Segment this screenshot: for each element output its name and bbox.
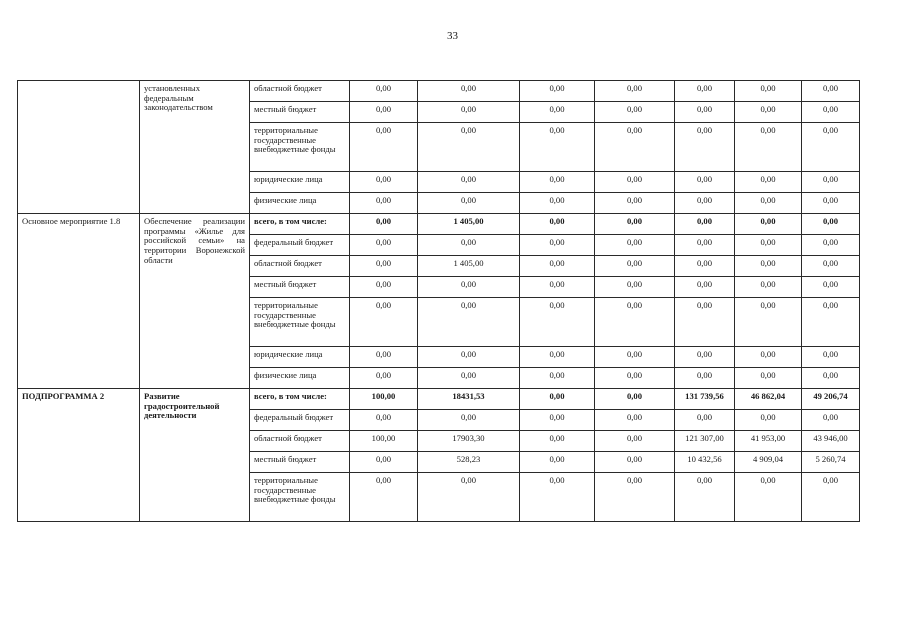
value-cell: 0,00 (802, 81, 860, 102)
funding-source-cell: всего, в том числе: (250, 214, 350, 235)
funding-source-cell: областной бюджет (250, 81, 350, 102)
value-cell: 0,00 (802, 235, 860, 256)
table-row (18, 81, 860, 102)
value-cell: 0,00 (520, 368, 595, 389)
value-cell: 0,00 (675, 256, 735, 277)
funding-source-cell: местный бюджет (250, 277, 350, 298)
value-cell: 0,00 (802, 193, 860, 214)
program-cell: ПОДПРОГРАММА 2 (18, 389, 140, 522)
value-cell: 5 260,74 (802, 452, 860, 473)
value-cell: 10 432,56 (675, 452, 735, 473)
value-cell: 0,00 (350, 277, 418, 298)
value-cell: 0,00 (520, 298, 595, 347)
value-cell: 0,00 (735, 347, 802, 368)
value-cell: 0,00 (735, 172, 802, 193)
value-cell: 0,00 (802, 123, 860, 172)
value-cell: 0,00 (675, 473, 735, 522)
value-cell: 0,00 (675, 193, 735, 214)
value-cell: 0,00 (418, 123, 520, 172)
value-cell: 0,00 (520, 193, 595, 214)
value-cell: 0,00 (675, 214, 735, 235)
value-cell: 0,00 (735, 298, 802, 347)
funding-source-cell: федеральный бюджет (250, 235, 350, 256)
funding-source-cell: физические лица (250, 368, 350, 389)
value-cell: 0,00 (802, 172, 860, 193)
value-cell: 0,00 (520, 389, 595, 410)
value-cell: 0,00 (595, 235, 675, 256)
value-cell: 0,00 (675, 123, 735, 172)
value-cell: 0,00 (520, 277, 595, 298)
value-cell: 0,00 (595, 193, 675, 214)
value-cell: 0,00 (350, 123, 418, 172)
value-cell: 0,00 (735, 473, 802, 522)
value-cell: 0,00 (418, 102, 520, 123)
value-cell: 100,00 (350, 431, 418, 452)
value-cell: 0,00 (520, 256, 595, 277)
value-cell: 0,00 (350, 193, 418, 214)
value-cell: 0,00 (595, 123, 675, 172)
value-cell: 18431,53 (418, 389, 520, 410)
value-cell: 0,00 (735, 214, 802, 235)
value-cell: 0,00 (350, 102, 418, 123)
value-cell: 0,00 (675, 81, 735, 102)
value-cell: 0,00 (802, 298, 860, 347)
value-cell: 0,00 (675, 347, 735, 368)
value-cell: 0,00 (418, 235, 520, 256)
value-cell: 0,00 (350, 214, 418, 235)
value-cell: 1 405,00 (418, 214, 520, 235)
value-cell: 0,00 (595, 431, 675, 452)
value-cell: 0,00 (520, 102, 595, 123)
description-cell: Обеспечение реализации программы «Жилье для российской семьи» на территории Воронежской области (140, 214, 250, 389)
funding-source-cell: юридические лица (250, 172, 350, 193)
value-cell: 0,00 (595, 172, 675, 193)
table-row (18, 389, 860, 410)
funding-source-cell: федеральный бюджет (250, 410, 350, 431)
value-cell: 0,00 (350, 81, 418, 102)
value-cell: 1 405,00 (418, 256, 520, 277)
value-cell: 0,00 (350, 473, 418, 522)
value-cell: 0,00 (595, 81, 675, 102)
value-cell: 0,00 (350, 256, 418, 277)
description-cell: установленных федеральным законодательством (140, 81, 250, 214)
value-cell: 0,00 (802, 347, 860, 368)
value-cell: 0,00 (418, 298, 520, 347)
funding-source-cell: территориальные государственные внебюджетные фонды (250, 123, 350, 172)
value-cell: 49 206,74 (802, 389, 860, 410)
funding-source-cell: юридические лица (250, 347, 350, 368)
page-number: 33 (447, 30, 458, 42)
value-cell: 0,00 (675, 172, 735, 193)
budget-table (17, 80, 860, 522)
value-cell: 46 862,04 (735, 389, 802, 410)
program-cell: Основное мероприятие 1.8 (18, 214, 140, 389)
value-cell: 0,00 (520, 123, 595, 172)
value-cell: 0,00 (520, 214, 595, 235)
value-cell: 0,00 (802, 368, 860, 389)
value-cell: 0,00 (735, 235, 802, 256)
value-cell: 0,00 (350, 452, 418, 473)
value-cell: 131 739,56 (675, 389, 735, 410)
funding-source-cell: областной бюджет (250, 431, 350, 452)
value-cell: 0,00 (595, 298, 675, 347)
value-cell: 0,00 (675, 102, 735, 123)
value-cell: 0,00 (595, 347, 675, 368)
value-cell: 0,00 (350, 368, 418, 389)
value-cell: 0,00 (802, 277, 860, 298)
value-cell: 0,00 (735, 256, 802, 277)
value-cell: 0,00 (595, 102, 675, 123)
value-cell: 0,00 (418, 368, 520, 389)
value-cell: 0,00 (595, 256, 675, 277)
value-cell: 121 307,00 (675, 431, 735, 452)
value-cell: 0,00 (802, 214, 860, 235)
funding-source-cell: территориальные государственные внебюджетные фонды (250, 298, 350, 347)
value-cell: 0,00 (520, 473, 595, 522)
value-cell: 0,00 (520, 235, 595, 256)
value-cell: 0,00 (802, 473, 860, 522)
value-cell: 0,00 (520, 452, 595, 473)
value-cell: 0,00 (350, 235, 418, 256)
value-cell: 0,00 (520, 347, 595, 368)
value-cell: 0,00 (675, 368, 735, 389)
funding-source-cell: местный бюджет (250, 102, 350, 123)
value-cell: 0,00 (802, 102, 860, 123)
value-cell: 0,00 (520, 172, 595, 193)
value-cell: 0,00 (735, 102, 802, 123)
value-cell: 0,00 (418, 473, 520, 522)
value-cell: 528,23 (418, 452, 520, 473)
value-cell: 0,00 (595, 473, 675, 522)
value-cell: 0,00 (520, 431, 595, 452)
value-cell: 0,00 (735, 368, 802, 389)
value-cell: 4 909,04 (735, 452, 802, 473)
value-cell: 0,00 (802, 410, 860, 431)
value-cell: 0,00 (595, 410, 675, 431)
value-cell: 43 946,00 (802, 431, 860, 452)
value-cell: 0,00 (418, 193, 520, 214)
value-cell: 0,00 (735, 81, 802, 102)
value-cell: 0,00 (675, 235, 735, 256)
funding-source-cell: областной бюджет (250, 256, 350, 277)
value-cell: 0,00 (350, 298, 418, 347)
value-cell: 0,00 (595, 277, 675, 298)
value-cell: 0,00 (418, 277, 520, 298)
value-cell: 0,00 (595, 214, 675, 235)
value-cell: 0,00 (418, 410, 520, 431)
value-cell: 0,00 (520, 410, 595, 431)
value-cell: 0,00 (418, 347, 520, 368)
value-cell: 0,00 (675, 298, 735, 347)
value-cell: 0,00 (418, 172, 520, 193)
funding-source-cell: физические лица (250, 193, 350, 214)
value-cell: 0,00 (735, 123, 802, 172)
value-cell: 0,00 (595, 368, 675, 389)
value-cell: 0,00 (350, 172, 418, 193)
funding-source-cell: местный бюджет (250, 452, 350, 473)
value-cell: 0,00 (595, 389, 675, 410)
value-cell: 0,00 (418, 81, 520, 102)
value-cell: 0,00 (350, 410, 418, 431)
value-cell: 0,00 (802, 256, 860, 277)
funding-source-cell: всего, в том числе: (250, 389, 350, 410)
value-cell: 0,00 (675, 410, 735, 431)
value-cell: 0,00 (595, 452, 675, 473)
value-cell: 0,00 (735, 277, 802, 298)
value-cell: 41 953,00 (735, 431, 802, 452)
value-cell: 0,00 (735, 193, 802, 214)
value-cell: 17903,30 (418, 431, 520, 452)
table-row (18, 214, 860, 235)
value-cell: 100,00 (350, 389, 418, 410)
value-cell: 0,00 (675, 277, 735, 298)
program-cell (18, 81, 140, 214)
value-cell: 0,00 (350, 347, 418, 368)
value-cell: 0,00 (735, 410, 802, 431)
funding-source-cell: территориальные государственные внебюджетные фонды (250, 473, 350, 522)
description-cell: Развитие градостроительной деятельности (140, 389, 250, 522)
value-cell: 0,00 (520, 81, 595, 102)
